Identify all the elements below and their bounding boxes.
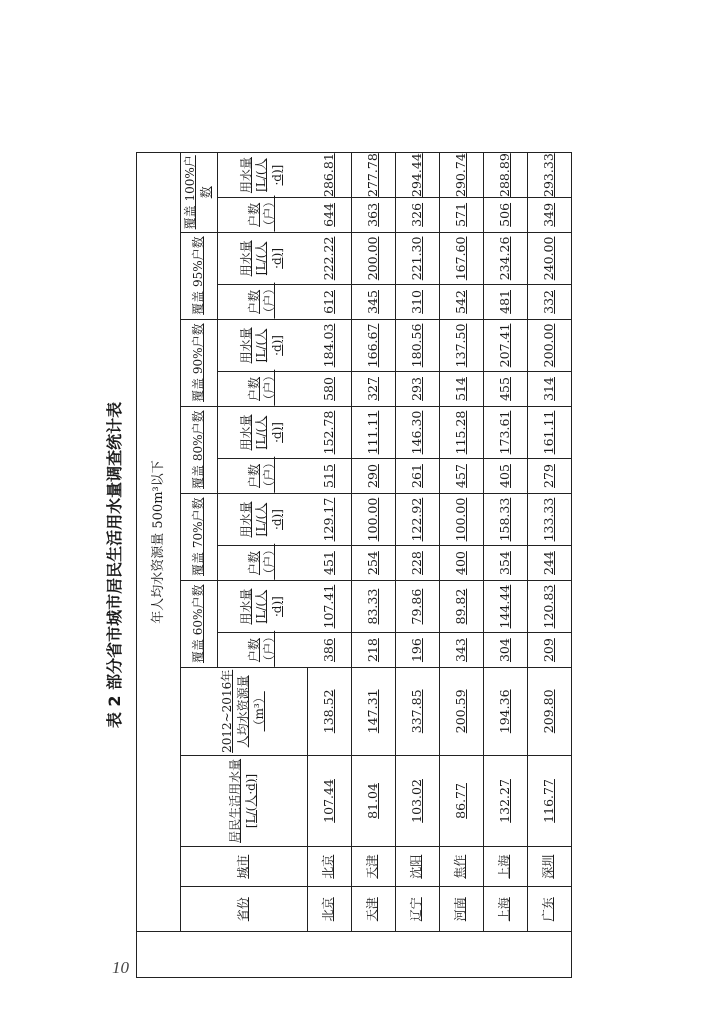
water-value: 240.00 [541, 236, 557, 281]
cell-water-80 [395, 406, 439, 459]
cell-households-70 [527, 546, 571, 580]
resource-value: 147.31 [364, 689, 380, 734]
cell-water-100 [307, 153, 351, 198]
statistics-table [136, 152, 572, 978]
households-value: 218 [364, 638, 380, 663]
households-value: 279 [541, 464, 557, 488]
water-value: 146.30 [408, 410, 424, 455]
water-value: 129.17 [320, 497, 336, 542]
water-value: 234.26 [496, 236, 512, 281]
usage-value: 81.04 [364, 783, 380, 819]
cell-city [351, 846, 395, 886]
households-value: 455 [496, 377, 512, 401]
header-water-80 [217, 406, 307, 459]
cell-province [439, 887, 483, 932]
cell-city [527, 846, 571, 886]
water-value: 100.00 [452, 497, 468, 542]
province-value: 辽宁 [409, 897, 424, 922]
cell-water-100 [527, 153, 571, 198]
cell-households-90 [439, 372, 483, 406]
cell-water-95 [527, 232, 571, 285]
cell-province [351, 887, 395, 932]
cell-households-60 [395, 633, 439, 667]
cell-water-80 [351, 406, 395, 459]
households-value: 261 [408, 464, 424, 488]
header-coverage-60 [181, 580, 217, 667]
water-value: 107.41 [320, 584, 336, 629]
cell-resource [527, 667, 571, 755]
cell-households-90 [527, 372, 571, 406]
cell-resource [395, 667, 439, 755]
header-water-95 [217, 232, 307, 285]
households-value: 254 [364, 551, 380, 575]
city-value: 上海 [497, 854, 512, 879]
page-number: 10 [112, 958, 129, 977]
table-row [307, 153, 351, 932]
province-value: 北京 [321, 897, 336, 922]
cell-water-80 [483, 406, 527, 459]
cell-households-95 [483, 285, 527, 319]
cell-households-80 [483, 459, 527, 493]
cell-water-95 [483, 232, 527, 285]
header-water-60 [217, 580, 307, 633]
households-value: 327 [364, 377, 380, 401]
cell-households-100 [439, 198, 483, 232]
coverage-95-label: 覆盖 95%户数 [190, 236, 205, 315]
header-coverage-100 [181, 153, 217, 232]
cell-usage [483, 755, 527, 846]
households-value: 612 [320, 290, 336, 314]
header-resource-label: 2012~2016年人均水资源量（m³） [220, 669, 266, 753]
water-value: 144.44 [496, 584, 512, 629]
households-value: 326 [408, 202, 424, 227]
water-value: 79.86 [408, 588, 424, 625]
households-value: 644 [320, 202, 336, 227]
water-value: 166.67 [364, 323, 380, 368]
header-province [181, 887, 307, 932]
cell-households-100 [351, 198, 395, 232]
city-value: 焦作 [453, 854, 468, 879]
households-value: 515 [320, 464, 336, 488]
cell-water-70 [395, 493, 439, 546]
cell-households-60 [527, 633, 571, 667]
cell-households-100 [527, 198, 571, 232]
water-value: 222.22 [320, 236, 336, 281]
cell-water-100 [395, 153, 439, 198]
cell-water-95 [439, 232, 483, 285]
cell-households-60 [307, 633, 351, 667]
cell-water-95 [307, 232, 351, 285]
city-value: 深圳 [541, 854, 556, 879]
water-value: 152.78 [320, 410, 336, 455]
households-value: 345 [364, 290, 380, 314]
city-value: 北京 [321, 854, 336, 879]
cell-usage [351, 755, 395, 846]
coverage-70-label: 覆盖 70%户数 [190, 497, 205, 576]
usage-value: 103.02 [408, 779, 424, 823]
header-coverage-70 [181, 493, 217, 580]
header-usage-label: 居民生活用水量[L/(人·d)] [228, 758, 258, 843]
cell-households-90 [351, 372, 395, 406]
cell-city [395, 846, 439, 886]
households-value: 293 [408, 377, 424, 401]
cell-water-70 [439, 493, 483, 546]
cell-households-90 [307, 372, 351, 406]
water-value: 89.82 [452, 588, 468, 625]
water-value: 200.00 [364, 236, 380, 281]
usage-value: 107.44 [320, 779, 336, 823]
water-value: 294.44 [408, 153, 424, 197]
water-value: 120.83 [541, 584, 557, 629]
header-resource [181, 667, 307, 755]
cell-households-70 [351, 546, 395, 580]
households-label: 户数（户） [246, 456, 277, 493]
coverage-80-label: 覆盖 80%户数 [190, 410, 205, 489]
cell-usage [395, 755, 439, 846]
coverage-100-label: 覆盖 100%户数 [183, 155, 213, 230]
cell-households-60 [483, 633, 527, 667]
header-coverage-90 [181, 319, 217, 406]
cell-resource [483, 667, 527, 755]
cell-households-100 [483, 198, 527, 232]
households-value: 354 [496, 551, 512, 575]
households-value: 506 [496, 202, 512, 227]
cell-households-70 [439, 546, 483, 580]
cell-households-80 [351, 459, 395, 493]
cell-water-70 [527, 493, 571, 546]
cell-province [483, 887, 527, 932]
cell-water-90 [307, 319, 351, 372]
water-value: 200.00 [541, 323, 557, 368]
header-usage [181, 755, 307, 846]
cell-households-95 [351, 285, 395, 319]
water-value: 180.56 [408, 323, 424, 368]
cell-water-60 [439, 580, 483, 633]
households-value: 580 [320, 377, 336, 401]
cell-province [307, 887, 351, 932]
cell-households-95 [439, 285, 483, 319]
households-value: 290 [364, 464, 380, 488]
cell-households-60 [439, 633, 483, 667]
city-value: 天津 [365, 854, 380, 879]
water-label: 用水量[L/(人·d)] [238, 157, 285, 194]
cell-water-90 [351, 319, 395, 372]
households-value: 386 [320, 638, 336, 663]
cell-water-100 [351, 153, 395, 198]
households-value: 310 [408, 290, 424, 314]
households-value: 457 [452, 464, 468, 488]
water-value: 115.28 [452, 410, 468, 455]
cell-city [483, 846, 527, 886]
households-value: 228 [408, 551, 424, 575]
header-water-90 [217, 319, 307, 372]
water-label: 用水量[L/(人·d)] [238, 240, 285, 277]
cell-households-90 [395, 372, 439, 406]
cell-water-90 [527, 319, 571, 372]
cell-water-60 [527, 580, 571, 633]
cell-households-70 [483, 546, 527, 580]
table-row [395, 153, 439, 932]
water-value: 158.33 [496, 497, 512, 542]
table-title: 表 2 部分省市城市居民生活用水量调查统计表 [105, 401, 124, 729]
header-households-80 [217, 456, 307, 493]
water-value: 83.33 [364, 588, 380, 625]
households-value: 349 [541, 202, 557, 227]
cell-households-90 [483, 372, 527, 406]
cell-water-80 [439, 406, 483, 459]
header-households-60 [217, 630, 307, 667]
province-value: 河南 [453, 897, 468, 922]
cell-water-90 [439, 319, 483, 372]
water-value: 167.60 [452, 236, 468, 281]
usage-value: 116.77 [541, 779, 557, 823]
households-label: 户数（户） [246, 195, 277, 232]
cell-water-70 [483, 493, 527, 546]
cell-usage [527, 755, 571, 846]
water-value: 207.41 [496, 323, 512, 368]
province-value: 天津 [365, 897, 380, 922]
water-value: 221.30 [408, 236, 424, 281]
cell-water-100 [483, 153, 527, 198]
water-value: 100.00 [364, 497, 380, 542]
cell-city [307, 846, 351, 886]
water-label: 用水量[L/(人·d)] [238, 501, 285, 538]
cell-households-100 [395, 198, 439, 232]
households-value: 405 [496, 464, 512, 488]
province-value: 广东 [541, 897, 556, 922]
cell-water-60 [483, 580, 527, 633]
water-value: 111.11 [364, 410, 380, 455]
header-coverage-80 [181, 406, 217, 493]
table-row [439, 153, 483, 932]
cell-province [395, 887, 439, 932]
cell-water-70 [307, 493, 351, 546]
resource-value: 337.85 [408, 689, 424, 734]
city-value: 沈阳 [409, 854, 424, 879]
cell-city [439, 846, 483, 886]
households-value: 196 [408, 638, 424, 663]
header-water-70 [217, 493, 307, 546]
header-households-90 [217, 369, 307, 406]
cell-households-70 [395, 546, 439, 580]
cell-households-80 [395, 459, 439, 493]
water-value: 286.81 [320, 153, 336, 197]
households-value: 363 [364, 202, 380, 227]
households-value: 314 [541, 377, 557, 401]
header-city-label: 城市 [235, 854, 250, 879]
band-label: 年人均水资源量 500m³以下 [151, 460, 166, 624]
cell-water-60 [351, 580, 395, 633]
households-value: 304 [496, 638, 512, 663]
cell-households-70 [307, 546, 351, 580]
coverage-60-label: 覆盖 60%户数 [190, 584, 205, 664]
cell-resource [307, 667, 351, 755]
water-value: 133.33 [541, 497, 557, 542]
cell-resource [439, 667, 483, 755]
water-value: 137.50 [452, 323, 468, 368]
data-grid [181, 153, 571, 932]
usage-value: 132.27 [496, 779, 512, 823]
header-water-100 [217, 153, 307, 198]
cell-water-80 [527, 406, 571, 459]
cell-usage [307, 755, 351, 846]
cell-usage [439, 755, 483, 846]
cell-households-100 [307, 198, 351, 232]
cell-water-100 [439, 153, 483, 198]
header-households-95 [217, 282, 307, 319]
households-label: 户数（户） [246, 369, 277, 406]
cell-water-70 [351, 493, 395, 546]
header-coverage-95 [181, 232, 217, 319]
cell-resource [351, 667, 395, 755]
households-value: 542 [452, 290, 468, 314]
water-value: 161.11 [541, 410, 557, 455]
water-value: 288.89 [496, 153, 512, 197]
water-value: 122.92 [408, 497, 424, 542]
cell-households-80 [307, 459, 351, 493]
cell-households-95 [527, 285, 571, 319]
water-label: 用水量[L/(人·d)] [238, 327, 285, 364]
water-value: 173.61 [496, 410, 512, 455]
cell-households-80 [527, 459, 571, 493]
cell-households-60 [351, 633, 395, 667]
cell-water-80 [307, 406, 351, 459]
resource-value: 200.59 [452, 689, 468, 734]
water-label: 用水量[L/(人·d)] [238, 414, 285, 451]
cell-households-95 [307, 285, 351, 319]
households-value: 343 [452, 638, 468, 663]
cell-province [527, 887, 571, 932]
households-label: 户数（户） [246, 630, 277, 667]
water-label: 用水量[L/(人·d)] [238, 588, 285, 625]
water-value: 277.78 [364, 153, 380, 197]
rotated-page-content [102, 152, 572, 978]
households-value: 571 [452, 202, 468, 227]
header-households-70 [217, 543, 307, 580]
cell-water-60 [307, 580, 351, 633]
water-value: 293.33 [541, 153, 557, 197]
households-value: 244 [541, 551, 557, 575]
table-row [483, 153, 527, 932]
water-value: 290.74 [452, 153, 468, 197]
water-value: 184.03 [320, 323, 336, 368]
header-province-label: 省份 [235, 897, 250, 922]
cell-households-95 [395, 285, 439, 319]
resource-value: 138.52 [320, 689, 336, 734]
cell-water-95 [395, 232, 439, 285]
resource-band-header [137, 153, 181, 932]
households-value: 400 [452, 551, 468, 575]
coverage-90-label: 覆盖 90%户数 [190, 323, 205, 402]
table-row [527, 153, 571, 932]
households-value: 514 [452, 377, 468, 401]
households-value: 209 [541, 638, 557, 663]
province-value: 上海 [497, 897, 512, 922]
table-row [351, 153, 395, 932]
header-city [181, 846, 307, 886]
usage-value: 86.77 [452, 783, 468, 819]
resource-value: 194.36 [496, 689, 512, 734]
cell-water-90 [483, 319, 527, 372]
cell-water-95 [351, 232, 395, 285]
resource-value: 209.80 [541, 689, 557, 734]
households-value: 481 [496, 290, 512, 314]
header-households-100 [217, 195, 307, 232]
households-value: 332 [541, 290, 557, 314]
households-label: 户数（户） [246, 543, 277, 580]
cell-households-80 [439, 459, 483, 493]
cell-water-60 [395, 580, 439, 633]
households-label: 户数（户） [246, 282, 277, 319]
cell-water-90 [395, 319, 439, 372]
households-value: 451 [320, 551, 336, 575]
